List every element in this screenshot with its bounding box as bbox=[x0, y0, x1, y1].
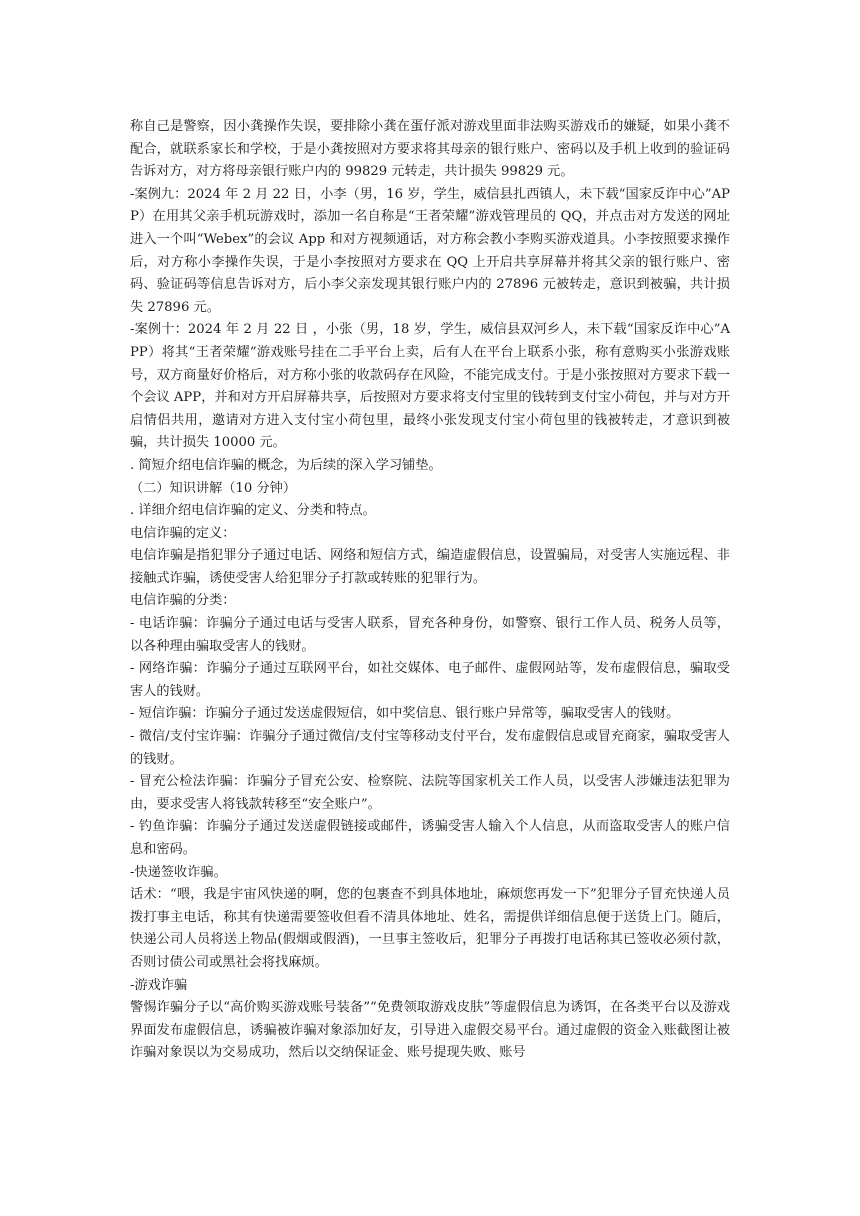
delivery-fraud-script: 话术：“喂，我是宇宙风快递的啊，您的包裹查不到具体地址，麻烦您再发一下”犯罪分子冒充快递人员拨打事主电话，称其有快递需要签收但看不清具体地址、姓名，需提供详细信息便于送货上门。随后，快递公司人员将送上物品(假烟或假酒)，一旦事主签收后，犯罪分子再拨打电话称其已签收必须付款，否则讨债公司或黑社会将找麻烦。 bbox=[130, 887, 730, 970]
paragraph-case-ten: -案例十：2024 年 2 月 22 日 ，小张（男，18 岁，学生，威信县双河乡人，未下载“国家反诈中心”APP）将其“王者荣耀”游戏账号挂在二手平台上卖，后有人在平台上联系小张，称有意购买小张游戏账号，双方商量好价格后，对方称小张的收款码存在风险，不能完成支付。于是小张按照对方要求下载一个会议 APP，并和对方开启屏幕共享，后按照对方要求将支付宝里的钱转到支付宝小荷包，并与对方开启情侣共用，邀请对方进入支付宝小荷包里，最终小张发现支付宝小荷包里的钱被转走，才意识到被骗，共计损失 10000 元。 bbox=[130, 322, 730, 451]
paragraph-detail-intro: . 详细介绍电信诈骗的定义、分类和特点。 bbox=[130, 503, 376, 519]
list-item-phone-fraud: - 电话诈骗：诈骗分子通过电话与受害人联系，冒充各种身份，如警察、银行工作人员、税务人员等，以各种理由骗取受害人的钱财。 bbox=[130, 616, 730, 654]
section-heading-knowledge: （二）知识讲解（10 分钟） bbox=[130, 480, 297, 496]
classification-heading: 电信诈骗的分类： bbox=[130, 593, 236, 609]
game-fraud-warning: 警惕诈骗分子以“高价购买游戏账号装备”“免费领取游戏皮肤”等虚假信息为诱饵，在各类平台以及游戏界面发布虚假信息，诱骗被诈骗对象添加好友，引导进入虚假交易平台。通过虚假的资金入账截图让被诈骗对象误以为交易成功，然后以交纳保证金、账号提现失败、账号 bbox=[130, 1000, 730, 1061]
paragraph-case-nine: -案例九：2024 年 2 月 22 日，小李（男，16 岁，学生，威信县扎西镇人，未下载“国家反诈中心”APP）在用其父亲手机玩游戏时，添加一名自称是“王者荣耀”游戏管理员的 QQ，并点击对方发送的网址进入一个叫“Webex”的会议 App 和对方视频通话，对方称会教小李购买游戏道具。小李按照要求操作后，对方称小李操作失误，于是小李按照对方要求在 QQ 上开启共享屏幕并将其父亲的银行账户、密码、验证码等信息告诉对方，后小李父亲发现其银行账户内的 27896 元被转走，意识到被骗，共计损失 27896 元。 bbox=[130, 186, 730, 315]
definition-text: 电信诈骗是指犯罪分子通过电话、网络和短信方式，编造虚假信息，设置骗局，对受害人实施远程、非接触式诈骗，诱使受害人给犯罪分子打款或转账的犯罪行为。 bbox=[130, 548, 730, 586]
definition-heading: 电信诈骗的定义： bbox=[130, 525, 236, 541]
list-item-impersonation-fraud: - 冒充公检法诈骗：诈骗分子冒充公安、检察院、法院等国家机关工作人员，以受害人涉嫌违法犯罪为由，要求受害人将钱款转移至“安全账户”。 bbox=[130, 774, 730, 812]
list-item-delivery-fraud: -快递签收诈骗。 bbox=[130, 864, 227, 880]
list-item-online-fraud: - 网络诈骗：诈骗分子通过互联网平台，如社交媒体、电子邮件、虚假网站等，发布虚假信息，骗取受害人的钱财。 bbox=[130, 661, 730, 699]
list-item-game-fraud: -游戏诈骗 bbox=[130, 977, 188, 993]
document-body bbox=[130, 116, 730, 1065]
paragraph-intro-summary: . 简短介绍电信诈骗的概念，为后续的深入学习铺垫。 bbox=[130, 457, 442, 473]
list-item-phishing-fraud: - 钓鱼诈骗：诈骗分子通过发送虚假链接或邮件，诱骗受害人输入个人信息，从而盗取受害人的账户信息和密码。 bbox=[130, 819, 730, 857]
paragraph-case-eight-ending: 称自己是警察，因小龚操作失误，要排除小龚在蛋仔派对游戏里面非法购买游戏币的嫌疑，如果小龚不配合，就联系家长和学校，于是小龚按照对方要求将其母亲的银行账户、密码以及手机上收到的验证码告诉对方，对方将母亲银行账户内的 99829 元转走，共计损失 99829 元。 bbox=[130, 119, 730, 180]
list-item-payment-fraud: - 微信/支付宝诈骗：诈骗分子通过微信/支付宝等移动支付平台，发布虚假信息或冒充商家，骗取受害人的钱财。 bbox=[130, 729, 730, 767]
list-item-sms-fraud: - 短信诈骗：诈骗分子通过发送虚假短信，如中奖信息、银行账户异常等，骗取受害人的钱财。 bbox=[130, 706, 680, 722]
